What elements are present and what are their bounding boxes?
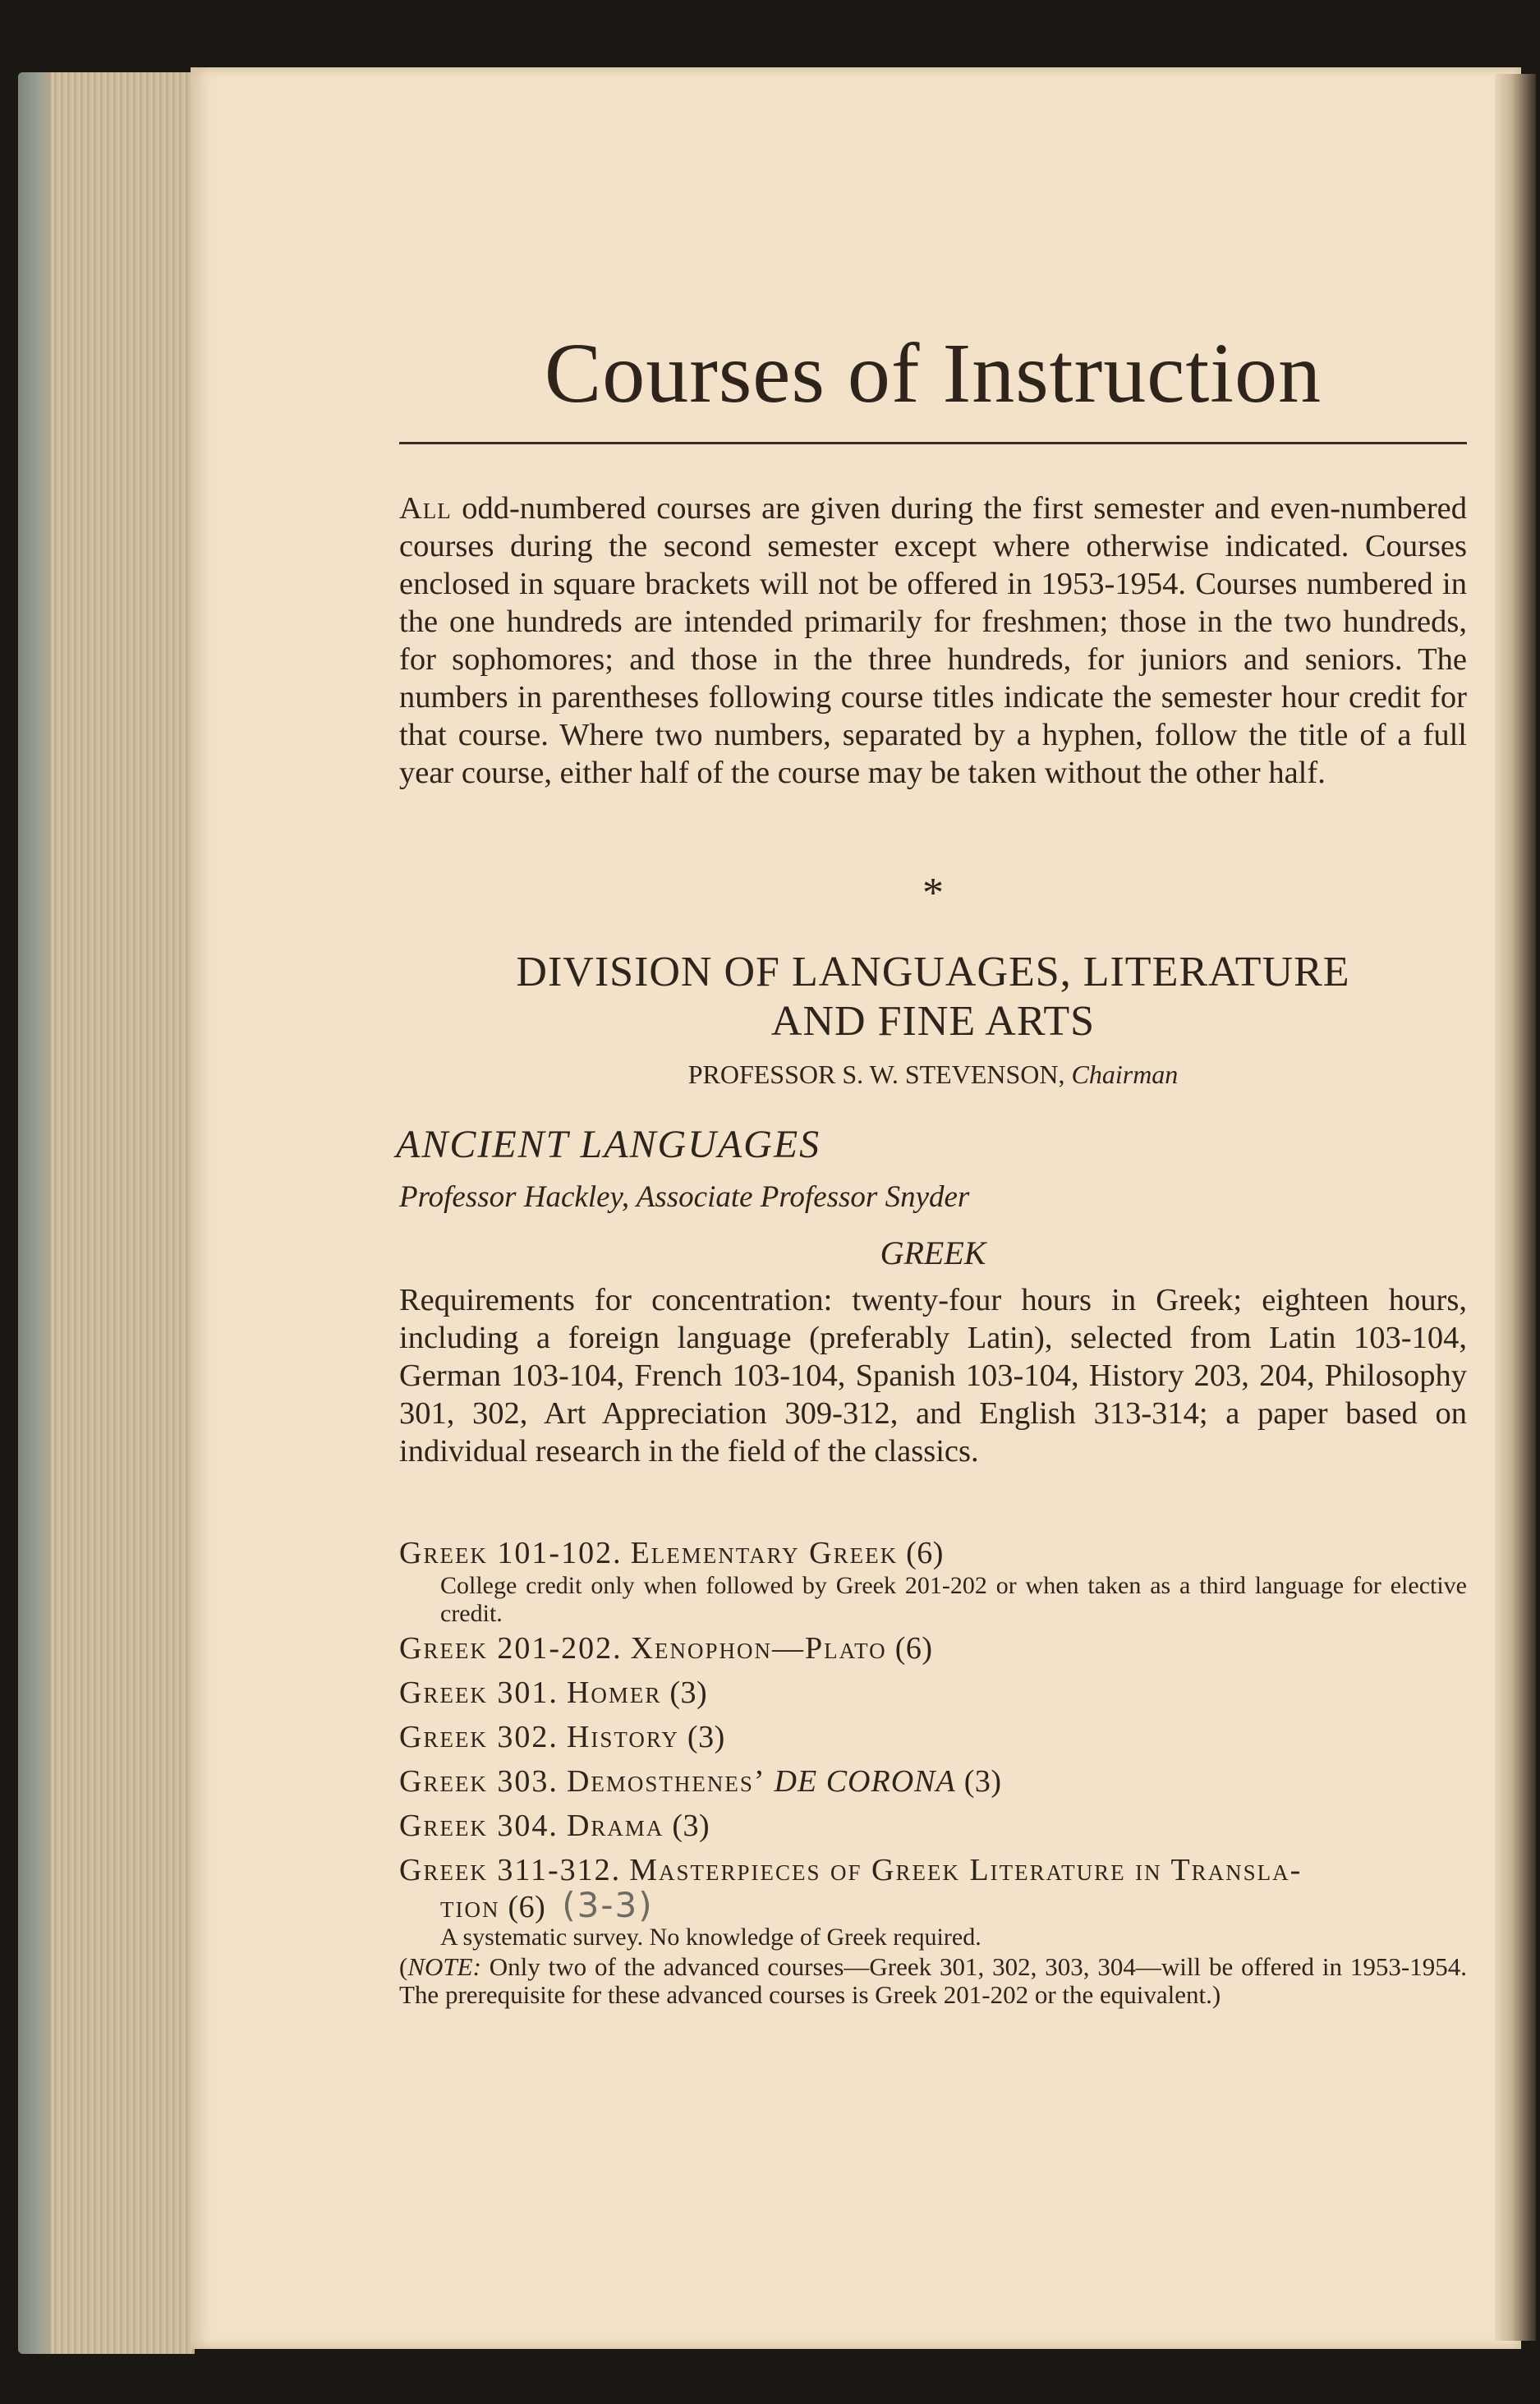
course-credit: (6) — [894, 1631, 933, 1666]
note-open: ( — [399, 1952, 408, 1981]
title-divider — [399, 442, 1467, 444]
course-description: College credit only when followed by Greek 201-202 or when taken as a third language for elective credit. — [440, 1572, 1467, 1627]
course-title: Xenophon—Plato — [630, 1631, 887, 1666]
course-greek-311-312 — [399, 1851, 1467, 1951]
requirements-paragraph: Requirements for concentration: twenty-four hours in Greek; eighteen hours, including a foreign language (preferably Latin), selected from Latin 103-104, German 103-104, French 103-104, Spanish 103-104, History 203, 204, Philosophy 301, 302, Art Appreciation 309-312, and English 313-314; a paper based on individual research in the field of the classics. — [399, 1283, 1467, 1469]
course-number: Greek 311-312. — [399, 1853, 622, 1887]
course-number: Greek 304. — [399, 1809, 559, 1843]
course-number: Greek 303. — [399, 1764, 559, 1799]
course-title: Homer — [566, 1675, 662, 1710]
division-title-line1: DIVISION OF LANGUAGES, LITERATURE — [516, 949, 1350, 995]
chair-role: Chairman — [1071, 1060, 1179, 1089]
division-chair — [399, 1060, 1467, 1090]
division-title-line2: AND FINE ARTS — [770, 998, 1096, 1045]
course-number: Greek 301. — [399, 1675, 559, 1710]
course-title: Drama — [566, 1809, 664, 1843]
course-greek-101-102 — [399, 1534, 1467, 1628]
course-credit: (6) — [906, 1536, 944, 1570]
division-title — [399, 948, 1467, 1046]
course-greek-201-202 — [399, 1629, 1467, 1667]
course-note — [399, 1953, 1467, 2009]
book-gutter — [1495, 74, 1536, 2341]
course-credit: (3) — [963, 1764, 1002, 1799]
course-title: Elementary Greek — [630, 1536, 899, 1570]
course-greek-302 — [399, 1718, 1467, 1756]
course-greek-304 — [399, 1807, 1467, 1845]
course-title-continued: tion — [440, 1890, 500, 1924]
course-credit: (6) — [508, 1890, 546, 1924]
course-credit: (3) — [687, 1720, 725, 1754]
course-number: Greek 302. — [399, 1720, 559, 1754]
chair-name: PROFESSOR S. W. STEVENSON, — [687, 1060, 1072, 1089]
course-greek-303 — [399, 1763, 1467, 1800]
course-credit: (3) — [672, 1809, 710, 1843]
intro-lead: All — [399, 491, 452, 526]
course-credit: (3) — [669, 1675, 708, 1710]
intro-paragraph — [399, 490, 1467, 792]
book-cover-edge — [18, 72, 51, 2354]
course-description: A systematic survey. No knowledge of Greek required. — [440, 1924, 981, 1951]
course-title: History — [566, 1720, 679, 1754]
section-faculty: Professor Hackley, Associate Professor Snyder — [399, 1180, 970, 1214]
intro-text: odd-numbered courses are given during the first semester and even-numbered courses during the second semester except where otherwise indicated. Courses enclosed in square brackets will not be offered in 1953-1954. Courses numbered in the one hundreds are intended primarily for freshmen; those in the two hundreds, for sophomores; and those in the three hundreds, for juniors and seniors. The numbers in parentheses following course titles indicate the semester hour credit for that course. Where two numbers, separated by a hyphen, follow the title of a full year course, either half of the course may be taken without the other half. — [399, 491, 1467, 790]
handwritten-annotation: (3-3) — [562, 1885, 654, 1925]
subsection-heading: GREEK — [880, 1234, 986, 1271]
note-label: NOTE: — [407, 1952, 481, 1981]
note-text: Only two of the advanced courses—Greek 301, 302, 303, 304—will be offered in 1953-1954. The prerequisite for these advanced courses is Greek 201-202 or the equivalent.) — [399, 1952, 1467, 2009]
section-heading: ANCIENT LANGUAGES — [396, 1123, 821, 1166]
course-greek-301 — [399, 1674, 1467, 1712]
page-title: Courses of Instruction — [544, 326, 1322, 421]
course-number: Greek 201-202. — [399, 1631, 623, 1666]
course-list — [399, 1534, 1467, 1953]
course-title: Masterpieces of Greek Literature in Transla- — [629, 1853, 1303, 1887]
course-title: Demosthenes’ — [566, 1764, 766, 1799]
course-title-italic: DE CORONA — [774, 1764, 956, 1799]
course-number: Greek 101-102. — [399, 1536, 623, 1570]
asterisk-separator: * — [922, 870, 944, 917]
